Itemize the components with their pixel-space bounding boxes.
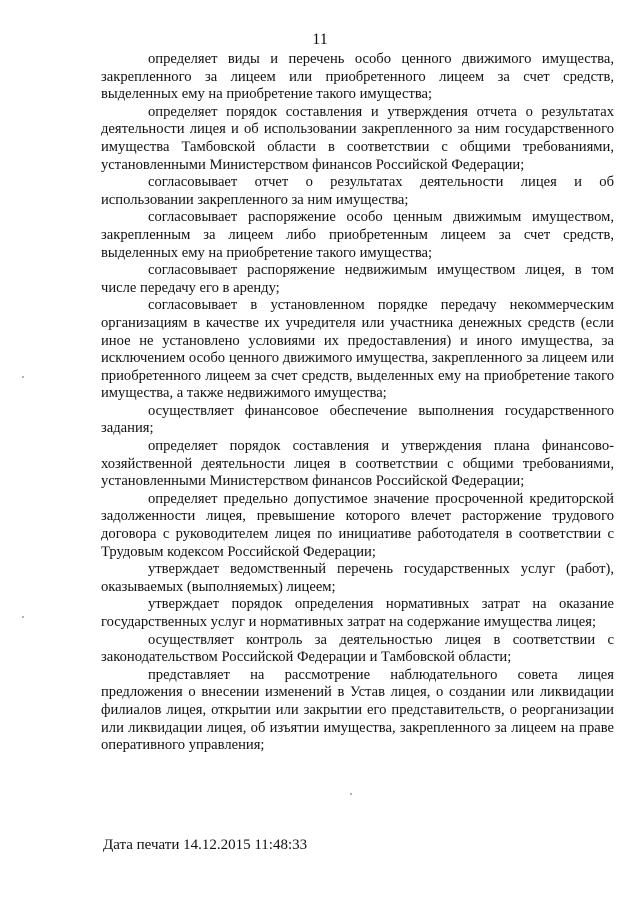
paragraph: утверждает порядок определения нормативных затрат на оказание государственных услуг и нормативных затрат на содержание имущества лицея; xyxy=(101,596,614,630)
page-number: 11 xyxy=(312,31,328,48)
paragraph: согласовывает распоряжение недвижимым имуществом лицея, в том числе передачу его в аренду; xyxy=(101,262,614,296)
paragraph: согласовывает распоряжение особо ценным движимым имуществом, закрепленным за лицеем либо приобретенным лицеем за счет средств, выделенных ему на приобретение такого имущества; xyxy=(101,209,614,261)
print-date-footer: Дата печати 14.12.2015 11:48:33 xyxy=(103,837,308,853)
scan-speck xyxy=(22,616,24,618)
paragraph: определяет порядок составления и утверждения плана финансово-хозяйственной деятельности лицея в соответствии с общими требованиями, установленными Министерством финансов Российской Федерации; xyxy=(101,438,614,490)
paragraph: осуществляет контроль за деятельностью лицея в соответствии с законодательством Российской Федерации и Тамбовской области; xyxy=(101,631,614,666)
paragraph: определяет порядок составления и утверждения отчета о результатах деятельности лицея и об использовании закрепленного за ним государственного имущества Тамбовской области в соответствии с общими требованиями, установленными Министерством финансов Российской Федерации; xyxy=(101,103,614,173)
paragraph: определяет виды и перечень особо ценного движимого имущества, закрепленного за лицеем или приобретенного лицеем за счет средств, выделенных ему на приобретение такого имущества; xyxy=(101,51,614,103)
scan-speck xyxy=(350,793,352,795)
paragraph: согласовывает отчет о результатах деятельности лицея и об использовании закрепленного за ним имущества; xyxy=(101,174,614,208)
paragraph: определяет предельно допустимое значение просроченной кредиторской задолженности лицея, превышение которого влечет расторжение трудового договора с руководителем лицея по инициативе работодателя в соответствии с Трудовым кодексом Российской Федерации; xyxy=(101,490,614,560)
paragraph: представляет на рассмотрение наблюдательного совета лицея предложения о внесении изменений в Устав лицея, о создании или ликвидации филиалов лицея, открытии или закрытии его представительств, о реорганизации или ликвидации лицея, об изъятии имущества, закрепленного за лицеем на праве оперативного управления; xyxy=(101,666,614,754)
paragraph: утверждает ведомственный перечень государственных услуг (работ), оказываемых (выполняемых) лицеем; xyxy=(101,561,614,595)
document-body xyxy=(101,51,614,755)
paragraph: осуществляет финансовое обеспечение выполнения государственного задания; xyxy=(101,402,614,437)
scan-speck xyxy=(22,376,24,378)
paragraph: согласовывает в установленном порядке передачу некоммерческим организациям в качестве их учредителя или участника денежных средств (если иное не установлено условиями их предоставления) и иного имущества, за исключением особо ценного движимого имущества, закрепленного за лицеем или приобретенного лицеем за счет средств, выделенных ему на приобретение такого имущества, а также недвижимого имущества; xyxy=(101,297,614,402)
